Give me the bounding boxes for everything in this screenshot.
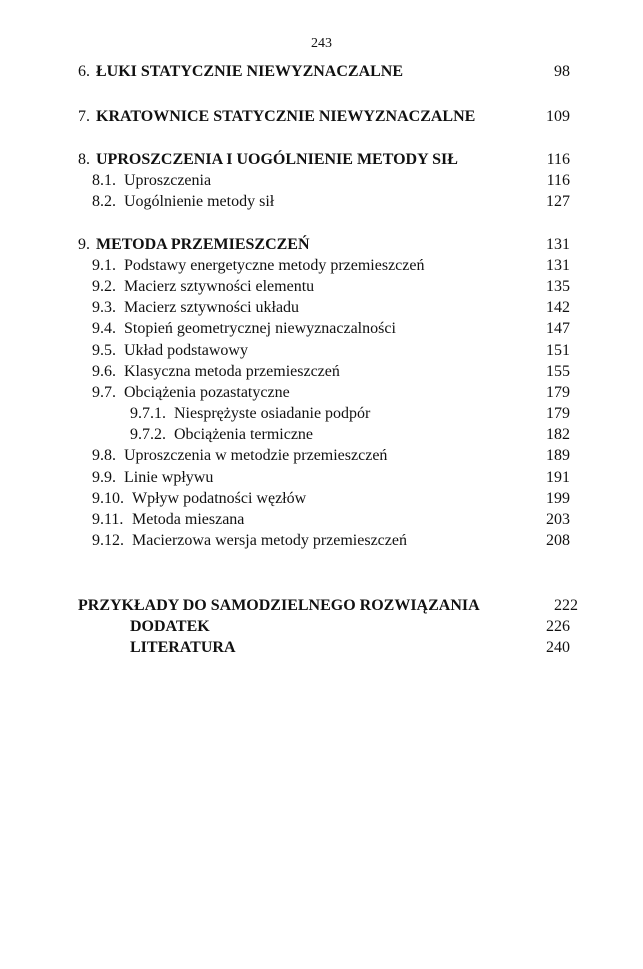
toc-entry-page: 135 [546, 278, 570, 295]
toc-entry-section-9-10 [92, 489, 570, 509]
toc-entry-page: 199 [546, 490, 570, 507]
toc-entry-title: KRATOWNICE STATYCZNIE NIEWYZNACZALNE [96, 108, 476, 125]
toc-entry-page: 240 [546, 639, 570, 656]
toc-entry-title: LITERATURA [130, 639, 236, 656]
toc-entry-title: Macierz sztywności układu [124, 299, 300, 316]
toc-entry-number: 8. [78, 151, 90, 168]
toc-entry-page: 179 [546, 405, 570, 422]
toc-entry-number: 8.2. [92, 193, 116, 210]
toc-entry-number: 9.3. [92, 299, 116, 316]
toc-entry-page: 182 [546, 426, 570, 443]
toc-entry-number: 9.7. [92, 384, 116, 401]
toc-entry-title: Linie wpływu [124, 469, 214, 486]
toc-entry-section-9-2 [92, 277, 570, 297]
toc-entry-page: 208 [546, 532, 570, 549]
toc-entry-number: 9.11. [92, 511, 124, 528]
toc-entry-chapter-8 [78, 150, 570, 170]
toc-entry-page: 222 [554, 597, 578, 614]
toc-entry-title: Macierzowa wersja metody przemieszczeń [132, 532, 407, 549]
toc-entry-subsection-9-7-1 [130, 404, 570, 424]
toc-entry-title: Uproszczenia w metodzie przemieszczeń [124, 447, 388, 464]
toc-entry-appendix [130, 617, 570, 637]
toc-entry-page: 189 [546, 447, 570, 464]
toc-entry-section-9-11 [92, 510, 570, 530]
toc-entry-section-8-1 [92, 171, 570, 191]
toc-entry-title: Podstawy energetyczne metody przemieszczeń [124, 257, 425, 274]
toc-entry-subsection-9-7-2 [130, 425, 570, 445]
toc-entry-title: Wpływ podatności węzłów [132, 490, 307, 507]
toc-entry-title: METODA PRZEMIESZCZEŃ [96, 236, 310, 253]
toc-entry-number: 9.1. [92, 257, 116, 274]
toc-entry-chapter-7 [78, 107, 570, 127]
toc-entry-page: 116 [546, 172, 570, 189]
toc-entry-title: Uproszczenia [124, 172, 212, 189]
toc-entry-section-9-6 [92, 362, 570, 382]
toc-entry-number: 9.7.2. [130, 426, 166, 443]
toc-entry-section-9-5 [92, 341, 570, 361]
toc-entry-title: Stopień geometrycznej niewyznaczalności [124, 320, 396, 337]
toc-entry-title: UPROSZCZENIA I UOGÓLNIENIE METODY SIŁ [96, 151, 458, 168]
toc-entry-page: 155 [546, 363, 570, 380]
toc-entry-page: 127 [546, 193, 570, 210]
toc-entry-title: Niesprężyste osiadanie podpór [174, 405, 371, 422]
toc-entry-title: ŁUKI STATYCZNIE NIEWYZNACZALNE [96, 63, 404, 80]
toc-entry-title: Układ podstawowy [124, 342, 248, 359]
toc-entry-number: 7. [78, 108, 90, 125]
toc-entry-number: 8.1. [92, 172, 116, 189]
toc-entry-number: 6. [78, 63, 90, 80]
toc-entry-title: Klasyczna metoda przemieszczeń [124, 363, 340, 380]
toc-entry-bibliography [130, 638, 570, 658]
toc-entry-number: 9.7.1. [130, 405, 166, 422]
toc-entry-examples [78, 596, 578, 616]
toc-entry-page: 151 [546, 342, 570, 359]
toc-entry-section-9-7 [92, 383, 570, 403]
toc-entry-number: 9.9. [92, 469, 116, 486]
toc-entry-number: 9. [78, 236, 90, 253]
toc-entry-section-9-12 [92, 531, 570, 551]
toc-entry-title: Obciążenia pozastatyczne [124, 384, 290, 401]
toc-entry-section-9-4 [92, 319, 570, 339]
toc-entry-title: Uogólnienie metody sił [124, 193, 275, 210]
toc-entry-number: 9.4. [92, 320, 116, 337]
toc-entry-page: 116 [546, 151, 570, 168]
toc-entry-page: 131 [546, 236, 570, 253]
toc-entry-title: Metoda mieszana [132, 511, 245, 528]
toc-entry-section-9-9 [92, 468, 570, 488]
toc-entry-chapter-9 [78, 235, 570, 255]
toc-entry-page: 203 [546, 511, 570, 528]
toc-entry-number: 9.6. [92, 363, 116, 380]
toc-entry-section-9-8 [92, 446, 570, 466]
toc-entry-section-9-1 [92, 256, 570, 276]
page-number: 243 [311, 36, 332, 51]
toc-entry-section-9-3 [92, 298, 570, 318]
toc-entry-chapter-6 [78, 62, 570, 82]
toc-entry-title: PRZYKŁADY DO SAMODZIELNEGO ROZWIĄZANIA [78, 597, 480, 614]
toc-entry-number: 9.8. [92, 447, 116, 464]
toc-entry-title: DODATEK [130, 618, 210, 635]
toc-entry-page: 142 [546, 299, 570, 316]
toc-entry-page: 226 [546, 618, 570, 635]
toc-entry-page: 131 [546, 257, 570, 274]
toc-entry-page: 109 [546, 108, 570, 125]
toc-entry-number: 9.5. [92, 342, 116, 359]
toc-entry-number: 9.12. [92, 532, 124, 549]
toc-entry-title: Macierz sztywności elementu [124, 278, 315, 295]
toc-entry-number: 9.2. [92, 278, 116, 295]
toc-entry-title: Obciążenia termiczne [174, 426, 314, 443]
toc-entry-page: 191 [546, 469, 570, 486]
toc-entry-section-8-2 [92, 192, 570, 212]
toc-entry-number: 9.10. [92, 490, 124, 507]
toc-entry-page: 98 [554, 63, 570, 80]
toc-entry-page: 147 [546, 320, 570, 337]
toc-entry-page: 179 [546, 384, 570, 401]
